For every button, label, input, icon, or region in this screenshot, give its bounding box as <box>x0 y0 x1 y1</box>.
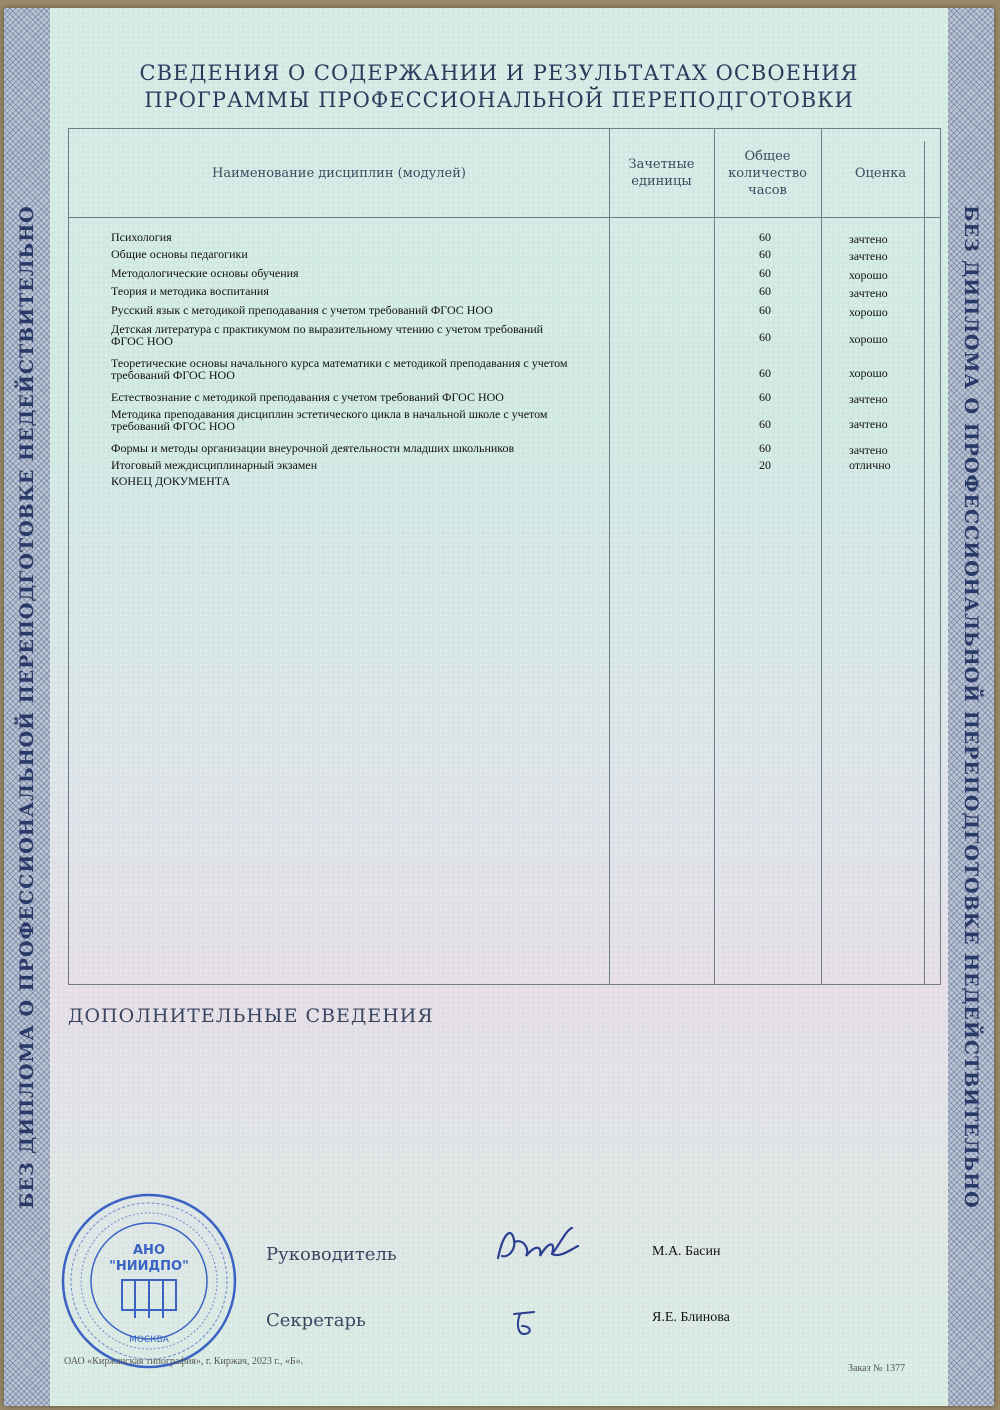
column-divider <box>924 141 925 984</box>
discipline-name: Русский язык с методикой преподавания с учетом требований ФГОС НОО <box>111 303 493 317</box>
secretary-name: Я.Е. Блинова <box>652 1310 730 1325</box>
printer-info: ОАО «Киржачская типография», г. Киржач, 2023 г., «Б». <box>64 1356 304 1367</box>
discipline-hours: 60 <box>759 266 771 280</box>
discipline-name: Естествознание с методикой преподавания с учетом требований ФГОС НОО <box>111 390 504 404</box>
discipline-grade: хорошо <box>849 268 888 282</box>
header-grade: Оценка <box>854 165 907 181</box>
organization-stamp <box>60 1192 238 1370</box>
order-number: Заказ № 1377 <box>848 1363 906 1374</box>
discipline-name: Методологические основы обучения <box>111 266 299 280</box>
right-security-border <box>948 8 994 1406</box>
column-divider <box>821 129 822 984</box>
discipline-name: Теоретические основы начального курса математики с методикой преподавания с учетом требований ФГОС НОО <box>111 356 568 382</box>
discipline-hours: 60 <box>759 330 771 344</box>
discipline-grade: зачтено <box>849 249 888 263</box>
disciplines-table: Наименование дисциплин (модулей) Зачетные единицы Общее количество часов Оценка Психология 60 зачтено Общие основы педагогики 60 зачтено Методологические основы обучения 60 хорошо Теория и методика воспитания 60 зачтено Русский язык с методикой преподавания с учетом требований ФГОС НОО 60 хорошо Детская литература с практикумом по выразительному чтению с учетом требований ФГОС НОО 60 хорошо Теоретические основы начального курса математики с методикой преподавания с учетом требований ФГОС НОО 60 хорошо Естествознание с методикой преподавания с учетом требований ФГОС НОО 60 зачтено Методика преподавания дисциплин эстетического цикла в начальной школе с учетом требований ФГОС НОО 60 зачтено Формы и методы организации внеурочной деятельности младших школьников 60 зачтено Итоговый междисциплинарный экзамен 20 отлично КОНЕЦ ДОКУМЕНТА <box>68 128 941 985</box>
secretary-signature <box>504 1308 544 1340</box>
discipline-hours: 60 <box>759 303 771 317</box>
title-line-1: СВЕДЕНИЯ О СОДЕРЖАНИИ И РЕЗУЛЬТАТАХ ОСВОЕНИЯ <box>139 61 859 85</box>
discipline-grade: хорошо <box>849 332 888 346</box>
discipline-hours: 60 <box>759 441 771 455</box>
secretary-role-label: Секретарь <box>266 1310 366 1331</box>
header-credits <box>609 129 714 217</box>
header-hours <box>714 129 821 217</box>
left-security-border <box>4 8 50 1406</box>
discipline-hours: 60 <box>759 247 771 261</box>
discipline-grade: зачтено <box>849 443 888 457</box>
discipline-name: Методика преподавания дисциплин эстетического цикла в начальной школе с учетом требований ФГОС НОО <box>111 407 548 433</box>
discipline-name: Теория и методика воспитания <box>111 284 269 298</box>
discipline-hours: 60 <box>759 230 771 244</box>
stamp-center-line2: "НИИДПО" <box>109 1259 189 1274</box>
right-validity-text: БЕЗ ДИПЛОМА О ПРОФЕССИОНАЛЬНОЙ ПЕРЕПОДГОТОВКЕ НЕДЕЙСТВИТЕЛЬНО <box>960 205 982 1209</box>
diploma-page <box>4 8 994 1406</box>
discipline-name: Детская литература с практикумом по выразительному чтению с учетом требований ФГОС НОО <box>111 322 544 348</box>
stamp-emblem <box>122 1280 176 1318</box>
stamp-city: МОСКВА <box>129 1335 169 1345</box>
discipline-hours: 60 <box>759 366 771 380</box>
head-name: М.А. Басин <box>652 1244 721 1259</box>
header-name: Наименование дисциплин (модулей) <box>212 165 466 181</box>
discipline-hours: 60 <box>759 390 771 404</box>
header-credits-line2: единицы <box>631 174 692 189</box>
header-hours-line3: часов <box>748 182 787 198</box>
header-hours-line2: количество <box>728 165 807 181</box>
title-line-2: ПРОГРАММЫ ПРОФЕССИОНАЛЬНОЙ ПЕРЕПОДГОТОВКИ <box>144 88 854 112</box>
header-divider <box>69 217 940 218</box>
header-hours-line1: Общее <box>744 148 791 164</box>
discipline-grade: отлично <box>849 458 891 472</box>
stamp-center-line1: АНО <box>133 1243 165 1258</box>
column-divider <box>714 129 715 984</box>
header-credits-line1: Зачетные <box>628 157 695 172</box>
head-role-label: Руководитель <box>266 1244 397 1265</box>
discipline-name: Общие основы педагогики <box>111 247 248 261</box>
discipline-grade: зачтено <box>849 417 888 431</box>
discipline-name: Итоговый междисциплинарный экзамен <box>111 458 318 472</box>
discipline-grade: хорошо <box>849 305 888 319</box>
discipline-hours: 20 <box>759 458 771 472</box>
additional-info-title: ДОПОЛНИТЕЛЬНЫЕ СВЕДЕНИЯ <box>68 1005 434 1027</box>
discipline-grade: зачтено <box>849 232 888 246</box>
left-validity-text: БЕЗ ДИПЛОМА О ПРОФЕССИОНАЛЬНОЙ ПЕРЕПОДГОТОВКЕ НЕДЕЙСТВИТЕЛЬНО <box>16 205 38 1209</box>
discipline-grade: зачтено <box>849 286 888 300</box>
discipline-grade: хорошо <box>849 366 888 380</box>
head-signature <box>490 1220 585 1268</box>
discipline-name: Психология <box>111 230 172 244</box>
discipline-hours: 60 <box>759 417 771 431</box>
page-title <box>64 60 934 114</box>
discipline-name: Формы и методы организации внеурочной деятельности младших школьников <box>111 441 515 455</box>
discipline-hours: 60 <box>759 284 771 298</box>
discipline-grade: зачтено <box>849 392 888 406</box>
